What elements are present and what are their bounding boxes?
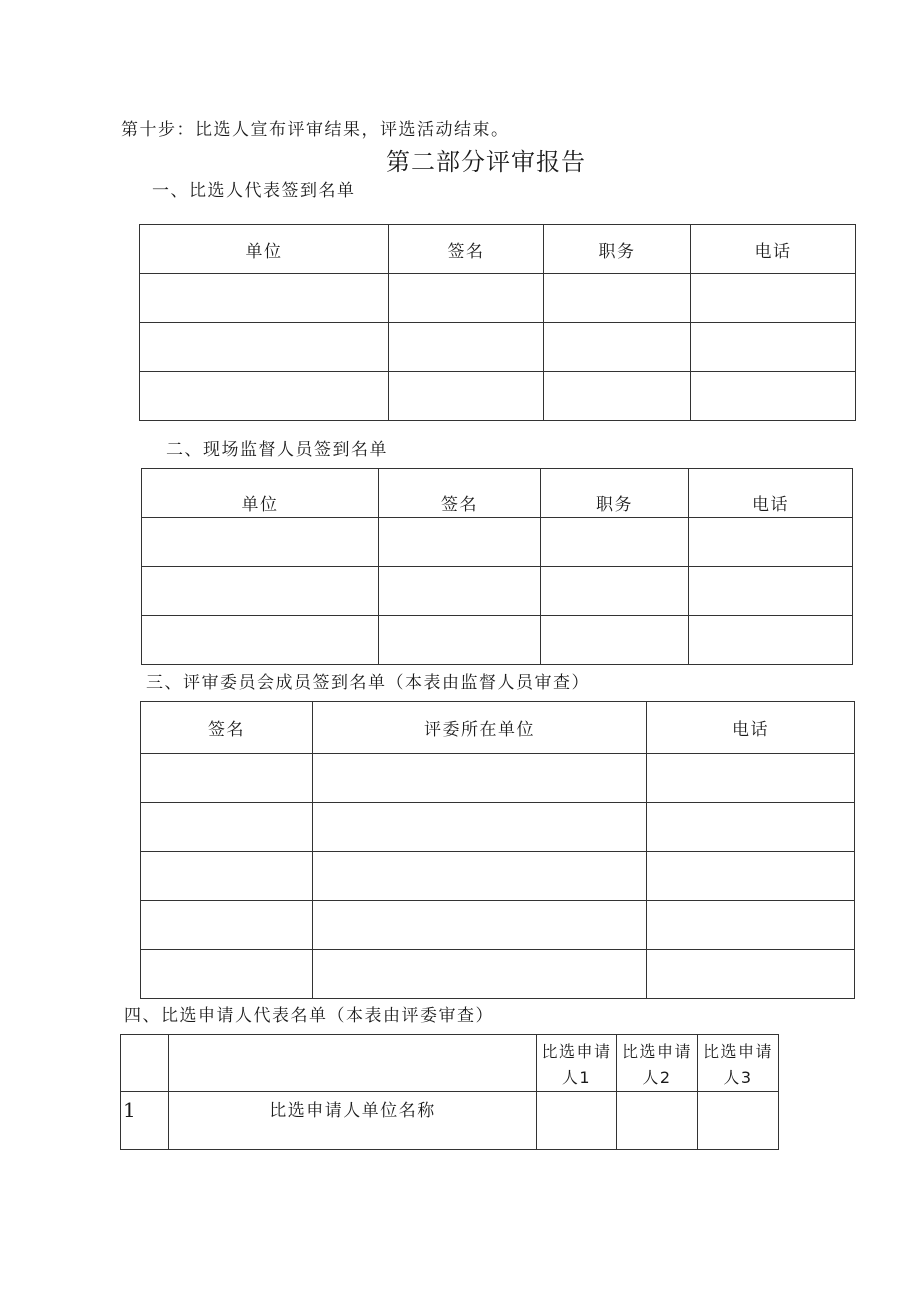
representative-signin-table — [139, 224, 856, 421]
table-row — [140, 372, 856, 421]
applicant-header-3: 比选申请人3 — [698, 1035, 779, 1092]
header-cell: 职务 — [541, 469, 689, 518]
input-cell[interactable] — [389, 323, 544, 372]
table-row — [140, 274, 856, 323]
header-cell: 单位 — [140, 225, 389, 274]
input-cell[interactable] — [691, 274, 856, 323]
input-cell[interactable] — [142, 616, 379, 665]
input-cell[interactable] — [141, 754, 313, 803]
header-cell: 电话 — [689, 469, 853, 518]
table-row — [142, 567, 853, 616]
input-cell[interactable] — [141, 852, 313, 901]
input-cell[interactable] — [617, 1092, 698, 1150]
input-cell[interactable] — [698, 1092, 779, 1150]
input-cell[interactable] — [689, 616, 853, 665]
header-cell: 签名 — [141, 702, 313, 754]
applicant-list-table — [120, 1034, 779, 1150]
table-row — [142, 616, 853, 665]
input-cell[interactable] — [647, 901, 855, 950]
input-cell[interactable] — [313, 803, 647, 852]
input-cell[interactable] — [537, 1092, 617, 1150]
header-cell: 电话 — [691, 225, 856, 274]
input-cell[interactable] — [691, 323, 856, 372]
input-cell[interactable] — [544, 323, 691, 372]
input-cell[interactable] — [541, 518, 689, 567]
section1-heading: 一、比选人代表签到名单 — [152, 181, 356, 201]
input-cell[interactable] — [313, 901, 647, 950]
header-cell: 单位 — [142, 469, 379, 518]
input-cell[interactable] — [689, 567, 853, 616]
section4-heading: 四、比选申请人代表名单（本表由评委审查） — [124, 1006, 494, 1026]
blank-header-cell — [169, 1035, 537, 1092]
section3-heading: 三、评审委员会成员签到名单（本表由监督人员审查） — [146, 673, 590, 693]
input-cell[interactable] — [140, 274, 389, 323]
input-cell[interactable] — [379, 616, 541, 665]
table-row — [141, 852, 855, 901]
input-cell[interactable] — [544, 372, 691, 421]
part-title: 第二部分评审报告 — [386, 148, 586, 176]
input-cell[interactable] — [541, 616, 689, 665]
table-row — [140, 323, 856, 372]
step10-text: 第十步：比选人宣布评审结果，评选活动结束。 — [121, 120, 510, 140]
input-cell[interactable] — [647, 852, 855, 901]
row-number: 1 — [121, 1092, 169, 1150]
input-cell[interactable] — [142, 567, 379, 616]
header-cell: 签名 — [389, 225, 544, 274]
input-cell[interactable] — [379, 567, 541, 616]
table-row — [141, 754, 855, 803]
supervisor-signin-table — [141, 468, 853, 665]
table-row — [141, 950, 855, 999]
input-cell[interactable] — [544, 274, 691, 323]
input-cell[interactable] — [313, 754, 647, 803]
section2-heading: 二、现场监督人员签到名单 — [166, 440, 388, 460]
applicant-header-1: 比选申请人1 — [537, 1035, 617, 1092]
table-row — [121, 1092, 779, 1150]
committee-signin-table — [140, 701, 855, 999]
header-cell: 评委所在单位 — [313, 702, 647, 754]
input-cell[interactable] — [313, 852, 647, 901]
input-cell[interactable] — [389, 372, 544, 421]
input-cell[interactable] — [141, 901, 313, 950]
input-cell[interactable] — [140, 323, 389, 372]
input-cell[interactable] — [691, 372, 856, 421]
header-cell: 签名 — [379, 469, 541, 518]
input-cell[interactable] — [141, 803, 313, 852]
header-cell: 电话 — [647, 702, 855, 754]
input-cell[interactable] — [541, 567, 689, 616]
index-header-cell — [121, 1035, 169, 1092]
input-cell[interactable] — [647, 803, 855, 852]
input-cell[interactable] — [389, 274, 544, 323]
input-cell[interactable] — [647, 950, 855, 999]
input-cell[interactable] — [313, 950, 647, 999]
table-row — [141, 901, 855, 950]
input-cell[interactable] — [647, 754, 855, 803]
input-cell[interactable] — [379, 518, 541, 567]
table-row — [142, 518, 853, 567]
row-label: 比选申请人单位名称 — [169, 1092, 537, 1150]
input-cell[interactable] — [142, 518, 379, 567]
header-cell: 职务 — [544, 225, 691, 274]
input-cell[interactable] — [140, 372, 389, 421]
input-cell[interactable] — [689, 518, 853, 567]
table-row — [141, 803, 855, 852]
input-cell[interactable] — [141, 950, 313, 999]
applicant-header-2: 比选申请人2 — [617, 1035, 698, 1092]
